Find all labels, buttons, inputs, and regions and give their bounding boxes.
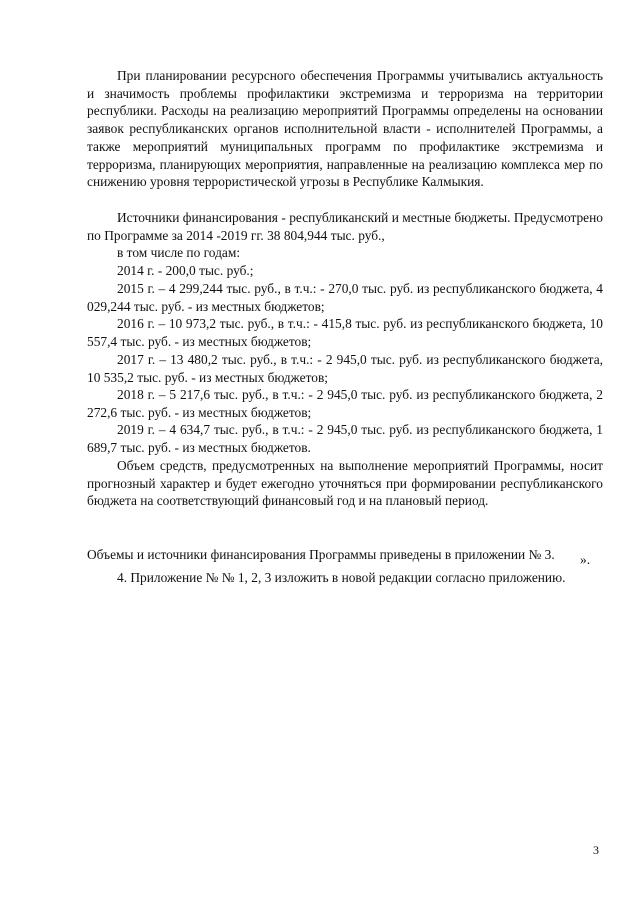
- paragraph-year-2016: 2016 г. – 10 973,2 тыс. руб., в т.ч.: - 415,8 тыс. руб. из республиканского бюджета, 10 557,4 тыс. руб. - из местных бюджетов;: [87, 316, 603, 349]
- paragraph-funding-sources: Источники финансирования - республиканский и местные бюджеты. Предусмотрено по Программе за 2014 -2019 гг. 38 804,944 тыс. руб.,: [87, 210, 603, 243]
- paragraph-year-2015: 2015 г. – 4 299,244 тыс. руб., в т.ч.: - 270,0 тыс. руб. из республиканского бюджета, 4 029,244 тыс. руб. - из местных бюджетов;: [87, 281, 603, 314]
- paragraph-forecast: Объем средств, предусмотренных на выполнение мероприятий Программы, носит прогнозный характер и будет ежегодно уточняться при формировании республиканского бюджета на соответствующий финансовый год и на плановый период.: [87, 458, 603, 509]
- paragraph-resource-planning: При планировании ресурсного обеспечения Программы учитывались актуальность и значимость проблемы профилактики экстремизма и терроризма на территории республики. Расходы на реализацию мероприятий Программы определены на основании заявок республиканских органов исполнительной власти - исполнителей Программы, а также мероприятий муниципальных программ по профилактике экстремизма и терроризма, планирующих мероприятия, направленные на реализацию комплекса мер по снижению уровня террористической угрозы в Республике Калмыкия.: [87, 68, 603, 190]
- paragraph-year-2019: 2019 г. – 4 634,7 тыс. руб., в т.ч.: - 2 945,0 тыс. руб. из республиканского бюджета, 1 689,7 тыс. руб. - из местных бюджетов.: [87, 422, 603, 455]
- paragraph-appendix-3: [87, 528, 603, 563]
- page-number: 3: [593, 843, 599, 857]
- closing-quote: ».: [580, 552, 591, 567]
- paragraph-appendix-3-text: Объемы и источники финансирования Программы приведены в приложении № 3.: [87, 546, 555, 562]
- paragraph-year-2014: 2014 г. - 200,0 тыс. руб.;: [117, 263, 254, 278]
- paragraph-year-2018: 2018 г. – 5 217,6 тыс. руб., в т.ч.: - 2 945,0 тыс. руб. из республиканского бюджета, 2 272,6 тыс. руб. - из местных бюджетов;: [87, 387, 603, 420]
- paragraph-by-years: в том числе по годам:: [117, 245, 241, 260]
- paragraph-year-2017: 2017 г. – 13 480,2 тыс. руб., в т.ч.: - 2 945,0 тыс. руб. из республиканского бюджета, 10 535,2 тыс. руб. - из местных бюджетов;: [87, 352, 603, 385]
- paragraph-item-4: 4. Приложение № № 1, 2, 3 изложить в новой редакции согласно приложению.: [117, 570, 566, 585]
